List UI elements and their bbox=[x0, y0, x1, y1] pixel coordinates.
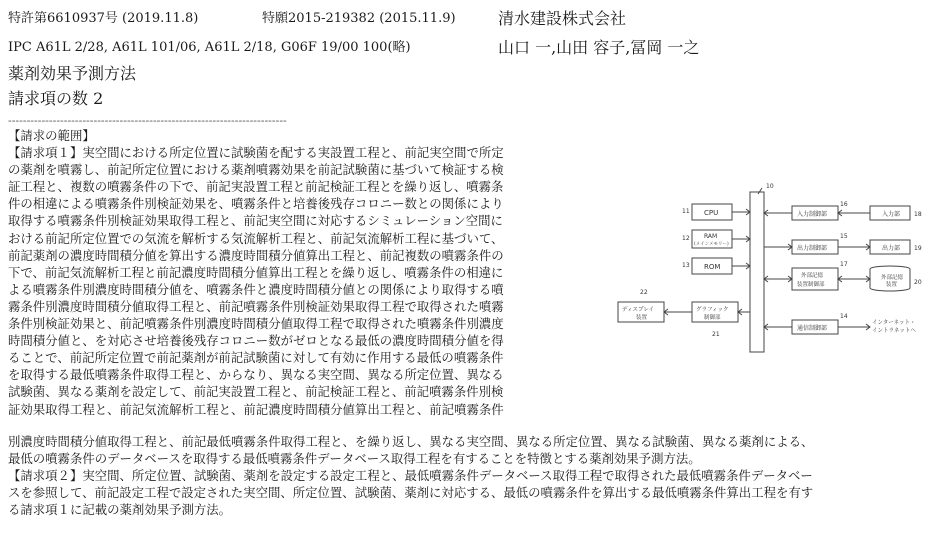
output-control-label: 出力制御部 bbox=[797, 245, 828, 252]
assignee: 清水建設株式会社 bbox=[498, 9, 627, 28]
graphic-control-label2: 制御部 bbox=[704, 315, 721, 321]
claim-text-line: 条件別検証効果と、前記噴霧条件別濃度時間積分値取得工程で取得された噴霧条件別濃度 bbox=[8, 316, 504, 332]
claim-text-line: 証工程と、複数の噴霧条件の下で、前記実設置工程と前記検証工程とを繰り返し、噴霧条 bbox=[8, 179, 504, 195]
application-number: 特願2015-219382 (2015.11.9) bbox=[262, 11, 456, 26]
ram-sub-label: (メインメモリー) bbox=[694, 242, 729, 247]
inventors: 山口 一,山田 容子,冨岡 一之 bbox=[498, 38, 700, 57]
display-label2: 装置 bbox=[636, 315, 648, 321]
output-control-ref: 15 bbox=[840, 233, 848, 240]
rom-ref: 13 bbox=[682, 262, 690, 269]
claims-continuation bbox=[8, 433, 943, 518]
claim-text-line: 試験菌、異なる薬剤を設定して、前記実設置工程と、前記検証工程と、前記噴霧条件別検 bbox=[8, 384, 504, 400]
claim-text-line: 別濃度時間積分値取得工程と、前記最低噴霧条件取得工程と、を繰り返し、異なる実空間、異なる所定位置、異なる試験菌、異なる薬剤による、 bbox=[8, 434, 814, 449]
graphic-control-ref: 21 bbox=[712, 331, 720, 338]
output-device-label: 出力部 bbox=[882, 245, 901, 252]
claim-text-line: 【請求項２】実空間、所定位置、試験菌、薬剤を設定する設定工程と、最低噴霧条件データベース取得工程で取得された最低噴霧条件データベー bbox=[8, 468, 813, 484]
claims-count: 請求項の数 2 bbox=[8, 89, 104, 108]
claim-text-line: 取得する噴霧条件別検証効果取得工程と、前記実空間に対応するシミュレーション空間に bbox=[8, 213, 503, 229]
storage-control-label1: 外部記憶 bbox=[801, 273, 824, 279]
input-device-label: 入力部 bbox=[882, 211, 901, 218]
claim-text-line: おける前記所定位置での気流を解析する気流解析工程と、前記気流解析工程に基づいて、 bbox=[8, 230, 504, 246]
claim-text-line: スを参照して、前記設定工程で設定された実空間、所定位置、試験菌、薬剤に対応する、最低の噴霧条件を算出する最低噴霧条件算出工程を有す bbox=[8, 485, 814, 501]
claims-section bbox=[8, 127, 588, 418]
claim-text-line: 霧条件別濃度時間積分値取得工程と、前記噴霧条件別検証効果取得工程で取得された噴霧 bbox=[8, 298, 504, 314]
storage-device-label2: 装置 bbox=[886, 282, 898, 288]
separator-line: --------------------------------------------------------------------------- bbox=[8, 114, 287, 127]
claim-text-line: 件の相違による噴霧条件別検証効果を、噴霧条件と培養後残存コロニー数との関係により bbox=[8, 196, 504, 212]
system-block-diagram bbox=[600, 180, 945, 360]
comm-control-label: 通信制御部 bbox=[797, 325, 828, 332]
graphic-control-label1: グラフィック bbox=[696, 307, 729, 313]
claim-text-line: ることで、前記所定位置で前記薬剤が前記試験菌に対して有効に作用する最低の噴霧条件 bbox=[8, 350, 504, 366]
claim-text-line: 時間積分値と、を対応させ培養後残存コロニー数がゼロとなる最低の濃度時間積分値を得 bbox=[8, 333, 504, 349]
rom-label: ROM bbox=[704, 263, 721, 271]
claim-text-line: 前記薬剤の濃度時間積分値を算出する濃度時間積分値算出工程と、前記複数の噴霧条件の bbox=[8, 247, 504, 263]
claim-text-line: を取得する最低噴霧条件取得工程と、からなり、異なる実空間、異なる所定位置、異なる bbox=[8, 367, 504, 383]
claim-text-line: る請求項１に記載の薬剤効果予測方法。 bbox=[8, 502, 232, 518]
system-bus bbox=[750, 192, 764, 352]
display-ref: 22 bbox=[640, 289, 648, 296]
invention-title: 薬剤効果予測方法 bbox=[8, 64, 137, 83]
claim-text-line: 証効果取得工程と、前記気流解析工程と、前記濃度時間積分値算出工程と、前記噴霧条件 bbox=[8, 401, 504, 417]
input-control-label: 入力制御部 bbox=[797, 211, 828, 218]
storage-control-label2: 装置制御部 bbox=[797, 282, 825, 288]
comm-control-ref: 14 bbox=[840, 313, 848, 320]
display-label1: ディスプレイ bbox=[622, 307, 655, 313]
input-control-ref: 16 bbox=[840, 201, 848, 208]
claims-heading: 【請求の範囲】 bbox=[8, 128, 95, 143]
network-label2: イントラネットへ bbox=[872, 328, 916, 334]
ram-label: RAM bbox=[704, 233, 718, 240]
output-device-ref: 19 bbox=[914, 245, 922, 252]
cpu-ref: 11 bbox=[682, 208, 690, 215]
claim-text-line: の薬剤を噴霧し、前記所定位置における薬剤噴霧効果を前記試験菌に基づいて検証する検 bbox=[8, 162, 504, 178]
storage-device-label1: 外部記憶 bbox=[881, 275, 904, 281]
cpu-label: CPU bbox=[704, 209, 719, 217]
network-label1: インターネット・ bbox=[872, 320, 916, 326]
input-device-ref: 18 bbox=[914, 211, 922, 218]
bus-ref: 10 bbox=[766, 183, 774, 190]
claim-text-line: よる噴霧条件別濃度時間積分値を、噴霧条件と濃度時間積分値との関係により取得する噴 bbox=[8, 281, 504, 297]
ipc-classification: IPC A61L 2/28, A61L 101/06, A61L 2/18, G06F 19/00 100(略) bbox=[8, 40, 411, 55]
storage-control-ref: 17 bbox=[840, 261, 848, 268]
patent-number: 特許第6610937号 (2019.11.8) bbox=[8, 11, 199, 26]
ram-ref: 12 bbox=[682, 235, 690, 242]
claim-text-line: 下で、前記気流解析工程と前記濃度時間積分値算出工程とを繰り返し、噴霧条件の相違に bbox=[8, 264, 504, 280]
claim-text-line: 【請求項１】実空間における所定位置に試験菌を配する実設置工程と、前記実空間で所定 bbox=[8, 145, 504, 161]
claim-text-line: 最低の噴霧条件のデータベースを取得する最低噴霧条件データベース取得工程を有することを特徴とする薬剤効果予測方法。 bbox=[8, 451, 701, 467]
storage-device-ref: 20 bbox=[914, 279, 922, 286]
